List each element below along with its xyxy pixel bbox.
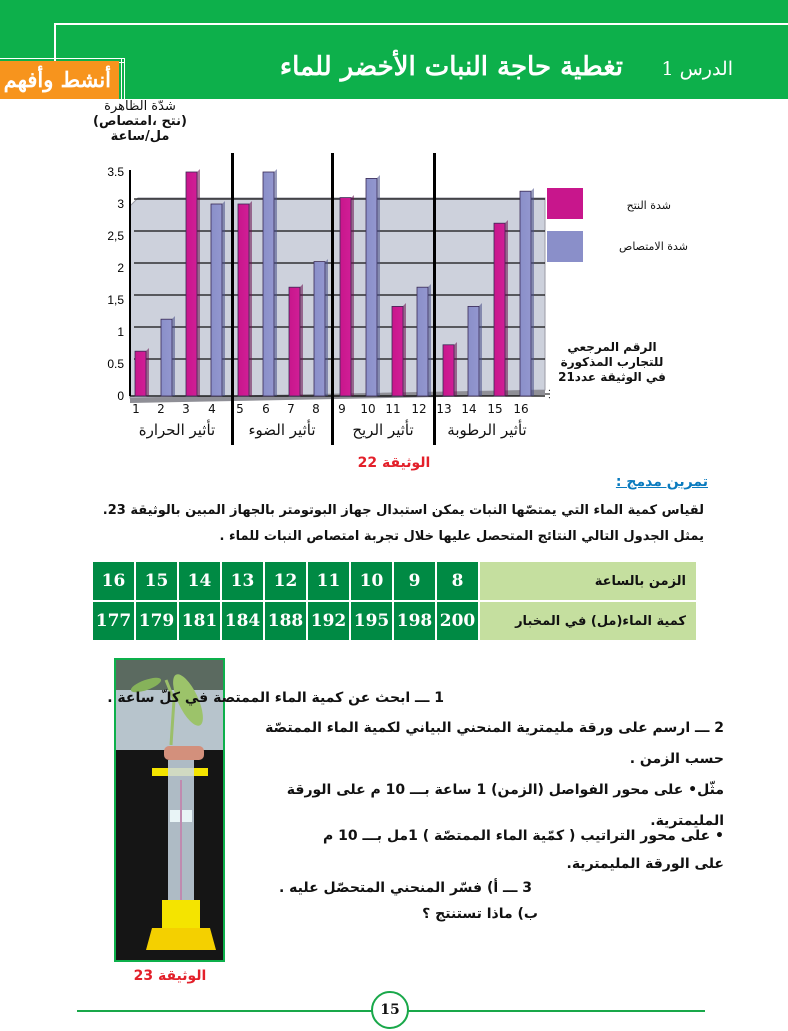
x-tick: 16	[513, 402, 529, 416]
exercise-text-line: لقياس كمية الماء التي يمتصّها النبات يمكن استبدال جهاز البوتومتر بالجهاز المبين بالوثيقة 23.	[102, 503, 704, 518]
y-title-line: (نتح ،امتصاص)	[93, 114, 187, 129]
table-cell: 200	[437, 602, 478, 640]
question-2-line: حسب الزمن .	[629, 751, 724, 767]
exercise-text-line: يمثل الجدول التالي النتائج المتحصل عليها خلال تجربة امتصاص النبات للماء .	[219, 529, 704, 544]
legend-swatch-transpiration	[547, 188, 583, 219]
data-table	[91, 560, 698, 642]
table-row-header: كمية الماء(مل) في المخبار	[480, 602, 696, 640]
svg-text:3: 3	[117, 197, 124, 211]
table-cell: 177	[93, 602, 134, 640]
chart-y-axis-title	[80, 99, 200, 144]
x-tick: 9	[338, 402, 346, 416]
x-tick: 5	[236, 402, 244, 416]
svg-text:3.5: 3.5	[107, 165, 124, 179]
table-row-water	[93, 602, 696, 640]
table-cell: 179	[136, 602, 177, 640]
lesson-title: تغطية حاجة النبات الأخضر للماء	[279, 52, 623, 82]
section-tab: أنشط وأفهم	[0, 61, 119, 99]
svg-text:1: 1	[117, 325, 124, 339]
x-tick: 3	[182, 402, 190, 416]
header-frame-line	[121, 58, 122, 99]
figure-caption-22: الوثيقة 22	[357, 455, 431, 471]
question-1: 1 ـــ ابحث عن كمية الماء الممتصة في كلّ ساعة .	[107, 690, 444, 706]
question-3b: ب) ماذا تستنتج ؟	[422, 906, 538, 922]
table-cell: 10	[351, 562, 392, 600]
table-cell: 181	[179, 602, 220, 640]
header-frame-line	[124, 58, 125, 99]
question-2-line: 2 ـــ ارسم على ورقة مليمترية المنحني البياني لكمية الماء الممتصّة	[265, 720, 724, 736]
x-tick: 6	[262, 402, 270, 416]
ref-note-line: الرقم المرجعي	[567, 340, 657, 354]
x-tick: 12	[411, 402, 427, 416]
x-axis-reference-note	[532, 340, 692, 385]
question-2-line: المليمترية.	[650, 813, 724, 829]
exercise-title: تمرين مدمج :	[615, 474, 708, 490]
legend-label: شدة النتح	[626, 199, 671, 212]
x-tick: 7	[287, 402, 295, 416]
x-tick: 2	[157, 402, 165, 416]
table-cell: 16	[93, 562, 134, 600]
svg-text:0: 0	[117, 389, 124, 403]
x-tick: 14	[461, 402, 477, 416]
header-frame-line	[0, 58, 124, 59]
y-title-line: شدّة الظاهرة	[104, 99, 176, 114]
table-cell: 12	[265, 562, 306, 600]
table-cell: 184	[222, 602, 263, 640]
table-cell: 14	[179, 562, 220, 600]
table-cell: 13	[222, 562, 263, 600]
x-tick: 4	[208, 402, 216, 416]
legend-swatch-absorption	[547, 231, 583, 262]
ref-note-line: للتجارب المذكورة	[560, 355, 664, 369]
x-tick: 8	[312, 402, 320, 416]
y-title-line: مل/ساعة	[110, 129, 170, 144]
svg-text:1,5: 1,5	[107, 293, 124, 307]
svg-text:2,5: 2,5	[107, 229, 124, 243]
svg-text:0.5: 0.5	[107, 357, 124, 371]
page-number: 15	[371, 991, 409, 1029]
group-label-humidity: تأثير الرطوبة	[447, 421, 527, 439]
x-tick: 15	[487, 402, 503, 416]
table-cell: 9	[394, 562, 435, 600]
table-cell: 15	[136, 562, 177, 600]
table-cell: 195	[351, 602, 392, 640]
legend-label: شدة الامتصاص	[619, 240, 688, 253]
table-row-header: الزمن بالساعة	[480, 562, 696, 600]
question-3a: 3 ـــ أ) فسّر المنحني المتحصّل عليه .	[278, 880, 532, 896]
table-cell: 8	[437, 562, 478, 600]
svg-text:2: 2	[117, 261, 124, 275]
table-cell: 11	[308, 562, 349, 600]
figure-caption-23: الوثيقة 23	[133, 968, 207, 984]
table-row-time	[93, 562, 696, 600]
table-cell: 198	[394, 602, 435, 640]
group-label-light: تأثير الضوء	[248, 421, 316, 439]
header-frame-line	[55, 23, 788, 25]
question-2-line: على الورقة المليمترية.	[566, 856, 724, 872]
header-frame-line	[54, 23, 56, 61]
x-tick: 10	[360, 402, 376, 416]
question-2-line: مثّل• على محور الفواصل (الزمن) 1 ساعة بـــ 10 م على الورقة	[286, 782, 724, 798]
group-label-wind: تأثير الريح	[352, 421, 414, 439]
bar-chart	[90, 140, 550, 405]
table-cell: 192	[308, 602, 349, 640]
table-cell: 188	[265, 602, 306, 640]
x-tick: 1	[132, 402, 140, 416]
ref-note-line: في الوثيقة عدد21	[558, 370, 666, 384]
x-tick: 13	[436, 402, 452, 416]
x-tick: 11	[385, 402, 401, 416]
group-label-temperature: تأثير الحرارة	[138, 421, 216, 439]
y-ticks	[107, 165, 124, 403]
lesson-label: الدرس 1	[661, 58, 733, 80]
question-2-line: • على محور التراتيب ( كمّية الماء الممتصّة ) 1مل بـــ 10 م	[322, 828, 724, 844]
